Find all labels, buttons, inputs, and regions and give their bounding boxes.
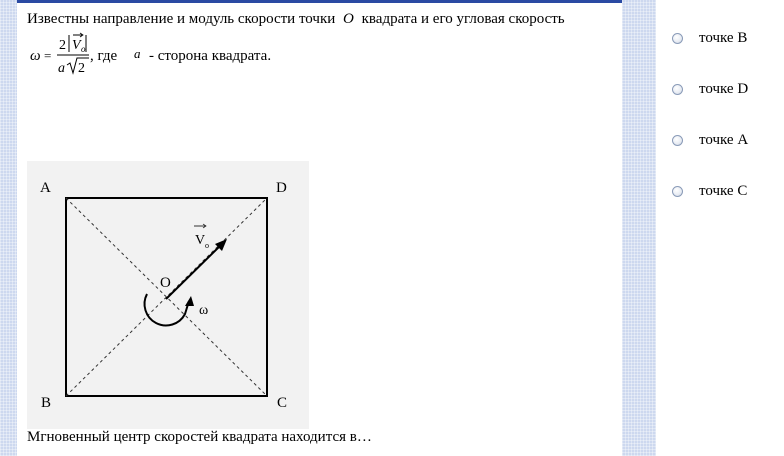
radio-button[interactable] (672, 186, 683, 197)
left-border-stripe (0, 0, 17, 456)
formula-sqrt-arg: 2 (78, 61, 85, 76)
option-point-c[interactable] (672, 181, 747, 201)
center-label-o: O (160, 275, 171, 291)
formula-two: 2 (59, 38, 66, 53)
corner-label-b: B (41, 395, 52, 411)
velocity-label: V (195, 233, 206, 248)
radio-button[interactable] (672, 84, 683, 95)
intro-before: Известны направление и модуль скорости точки (27, 11, 336, 27)
formula-a: a (58, 61, 65, 76)
corner-label-a: A (40, 180, 51, 196)
a-symbol: a (134, 46, 141, 61)
corner-label-c: C (277, 395, 288, 411)
velocity-sub-label: o (205, 241, 209, 250)
intro-after: квадрата и его угловая скорость (361, 11, 565, 27)
radio-button[interactable] (672, 135, 683, 146)
question-panel (17, 3, 622, 456)
where-text: , где (90, 48, 118, 64)
omega-formula (27, 30, 327, 80)
corner-label-d: D (276, 180, 287, 196)
option-label: точке A (699, 131, 749, 148)
option-label: точке B (699, 29, 748, 46)
divider-stripe (622, 0, 656, 456)
option-label: точке C (699, 182, 748, 199)
side-text: - сторона квадрата. (149, 48, 272, 64)
formula-omega: ω (30, 48, 41, 64)
formula-equals: = (44, 48, 52, 63)
formula-velocity: V (72, 38, 81, 53)
radio-button[interactable] (672, 33, 683, 44)
answer-options (656, 0, 784, 456)
option-point-d[interactable] (672, 79, 748, 99)
formula-velocity-sub: o (81, 44, 86, 54)
option-label: точке D (699, 80, 749, 97)
option-point-a[interactable] (672, 130, 748, 150)
option-point-b[interactable] (672, 28, 747, 48)
question-intro (27, 11, 565, 28)
question-caption: Мгновенный центр скоростей квадрата находится в… (27, 429, 372, 445)
omega-label: ω (199, 303, 209, 318)
square-figure (27, 161, 309, 429)
point-o-symbol: O (343, 11, 354, 27)
